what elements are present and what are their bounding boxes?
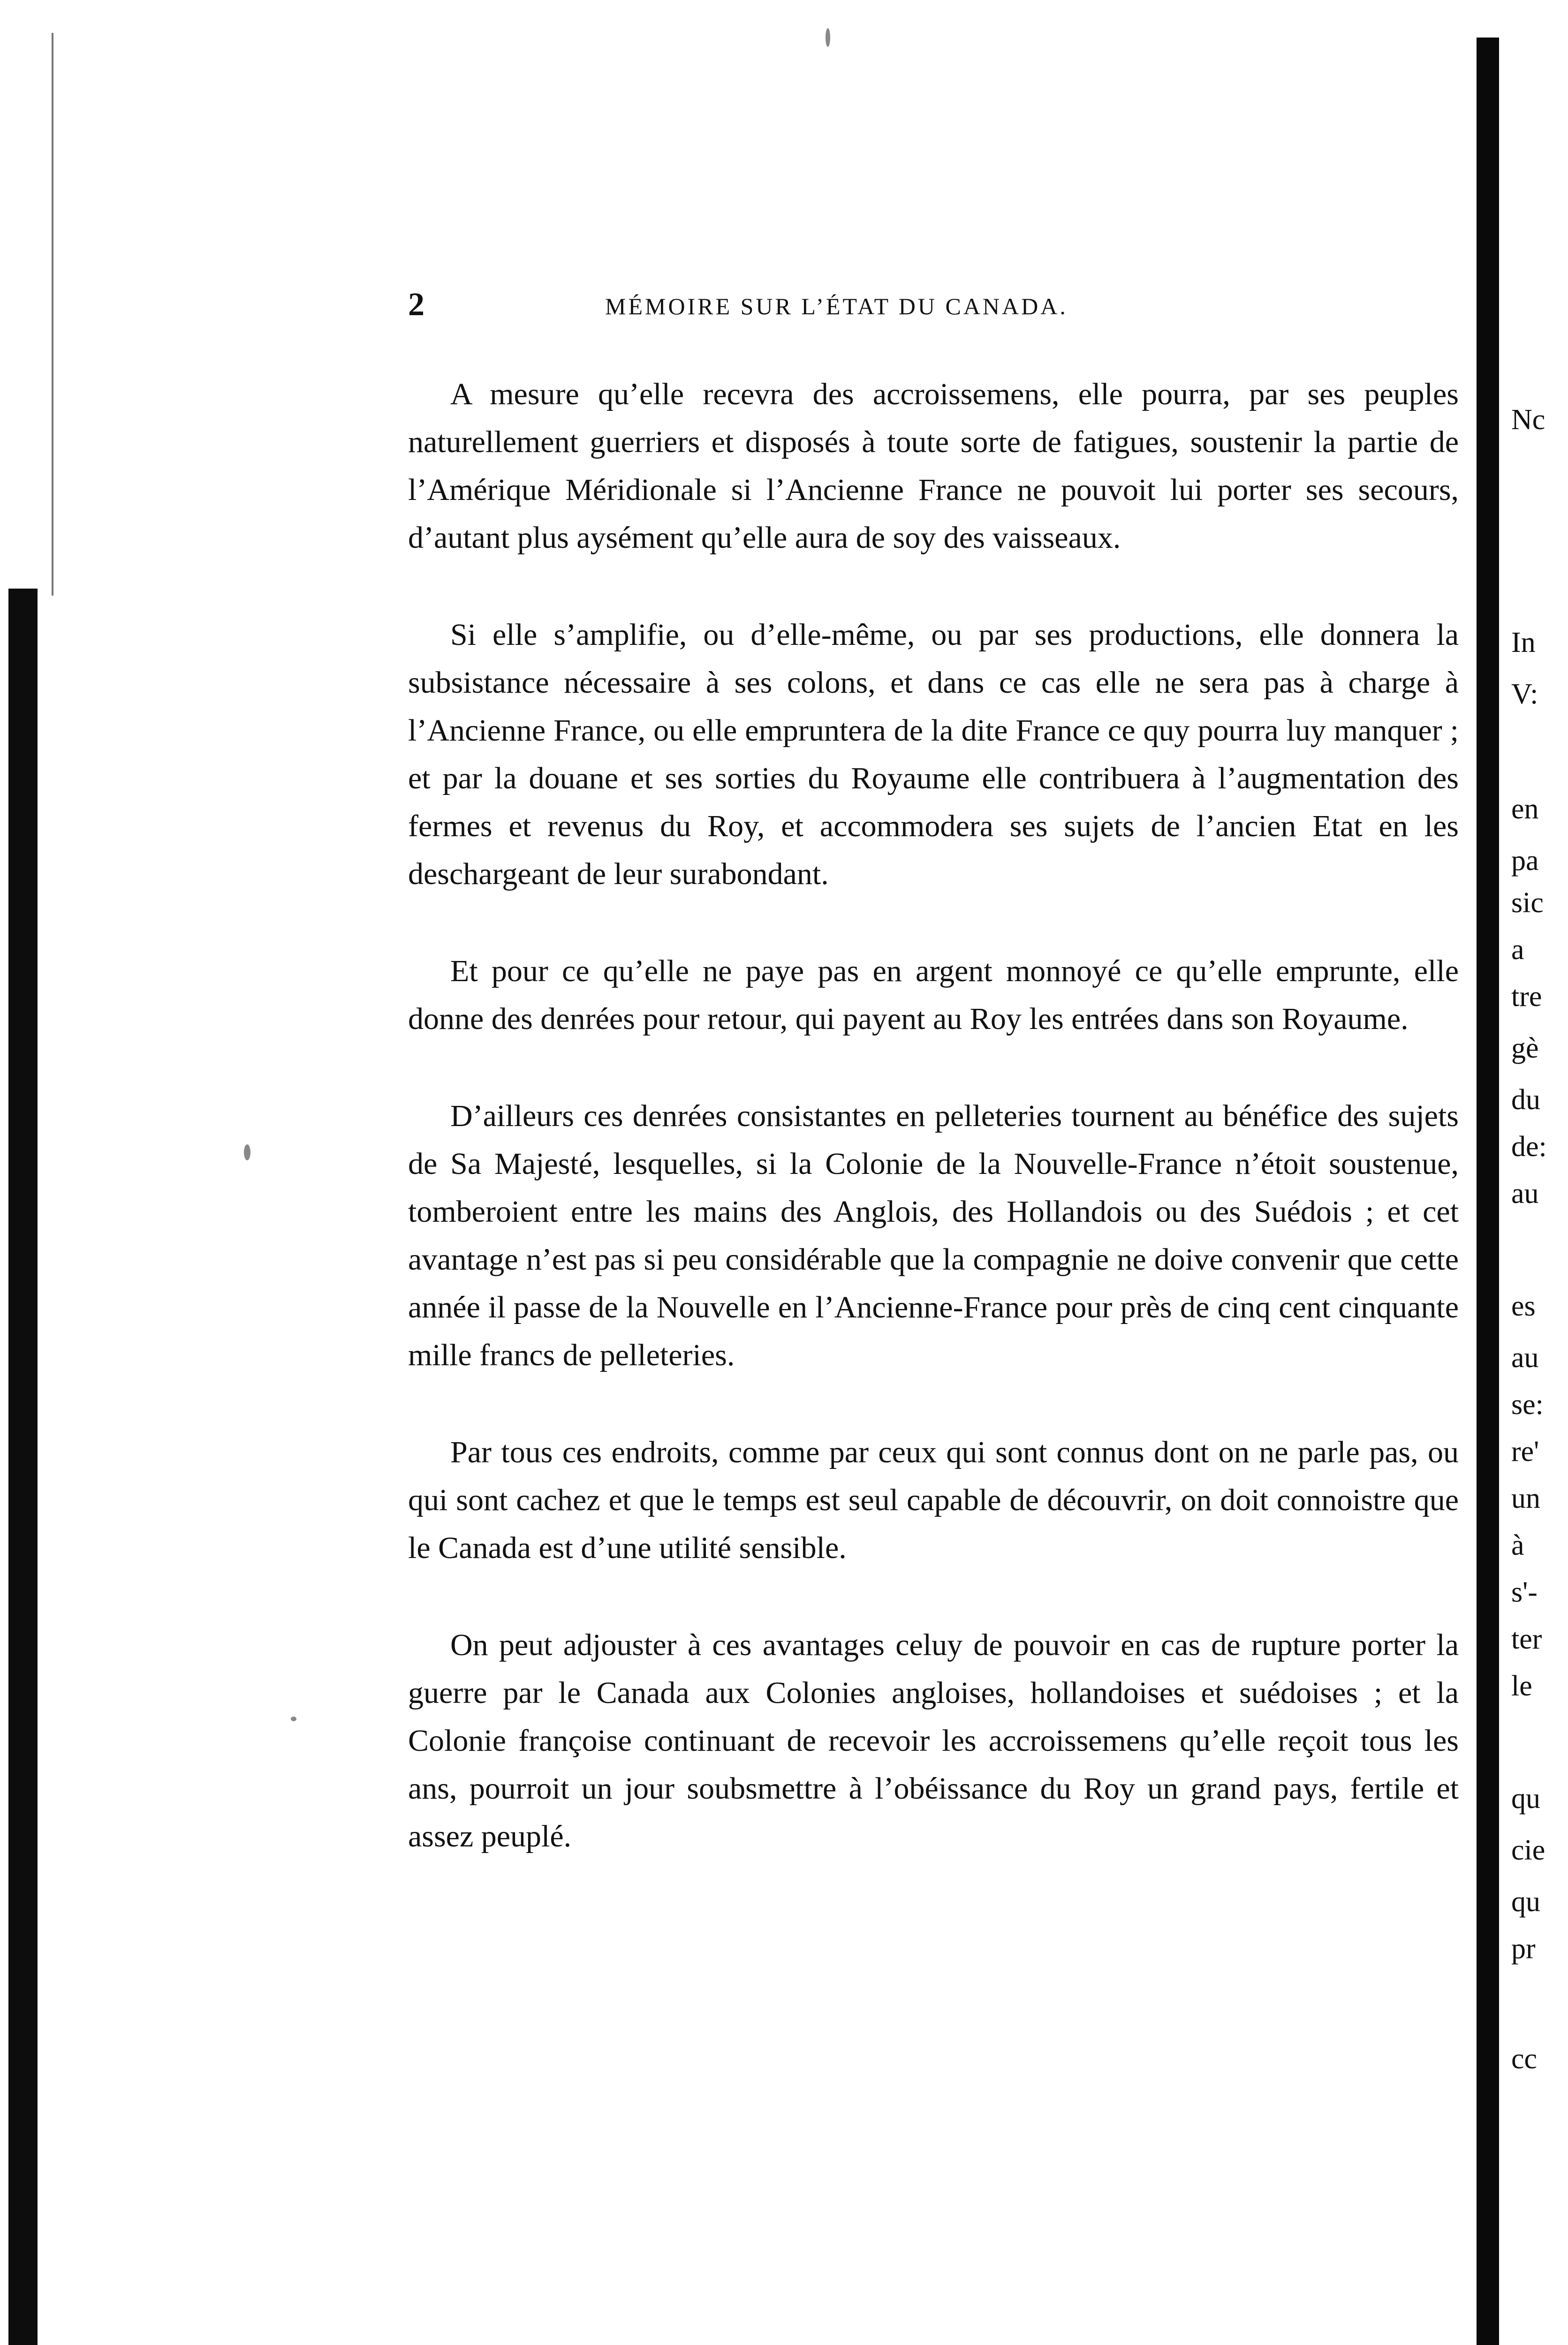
facing-page-fragment: un — [1511, 1483, 1540, 1514]
facing-page-fragment: V: — [1511, 678, 1538, 710]
facing-page-fragment: qu — [1511, 1783, 1540, 1815]
main-text — [408, 371, 1459, 1910]
facing-page-fragment: cc — [1511, 2043, 1538, 2075]
facing-page-fragment: gè — [1511, 1032, 1539, 1064]
facing-page-fragment: s'- — [1511, 1576, 1538, 1608]
paragraph: A mesure qu’elle recevra des accroissemens, elle pourra, par ses peuples naturellement guerriers et disposés à toute sorte de fatigues, soustenir la partie de l’Amérique Méridionale si l’Ancienne France ne pouvoit lui porter ses secours, d’autant plus aysément qu’elle aura de soy des vaisseaux. — [408, 377, 1459, 555]
running-title: MÉMOIRE SUR L’ÉTAT DU CANADA. — [605, 293, 1068, 319]
paragraph: Et pour ce qu’elle ne paye pas en argent monnoyé ce qu’elle emprunte, elle donne des denrées pour retour, qui payent au Roy les entrées dans son Royaume. — [408, 954, 1459, 1036]
facing-page-fragment: cie — [1511, 1834, 1545, 1866]
ink-speck — [826, 28, 830, 47]
ink-speck — [244, 1144, 250, 1160]
facing-page-fragment: en — [1511, 793, 1539, 825]
facing-page-fragment: le — [1511, 1670, 1532, 1702]
facing-page-fragment: de: — [1511, 1131, 1547, 1163]
facing-page-fragment: re' — [1511, 1436, 1539, 1468]
facing-page-fragment: pa — [1511, 845, 1539, 877]
page-number: 2 — [408, 287, 424, 323]
facing-page-fragment: tre — [1511, 981, 1542, 1013]
scan-edge-line — [52, 33, 53, 596]
facing-page-fragment: qu — [1511, 1886, 1540, 1918]
paragraph: D’ailleurs ces denrées consistantes en pelleteries tournent au bénéfice des sujets de Sa Majesté, lesquelles, si la Colonie de la Nouvelle-France n’étoit soustenue, tomberoient entre les mains des Anglois, des Hollandois ou des Suédois ; et cet avantage n’est pas si peu considérable que la compagnie ne doive convenir que cette année il passe de la Nouvelle en l’Ancienne-France pour près de cinq cent cinquante mille francs de pelleteries. — [408, 1099, 1459, 1372]
facing-page-fragment: sic — [1511, 887, 1544, 919]
scan-edge-shadow — [8, 589, 38, 2345]
facing-page-fragment: Nc — [1511, 404, 1545, 436]
facing-page-fragment: In — [1511, 627, 1536, 658]
facing-page-fragment: au — [1511, 1342, 1539, 1374]
ink-speck — [291, 1717, 296, 1721]
facing-page-edge — [1507, 0, 1568, 2345]
running-header — [408, 286, 1459, 328]
paragraph: Par tous ces endroits, comme par ceux qui sont connus dont on ne parle pas, ou qui sont cachez et que le temps est seul capable de découvrir, on doit connoistre que le Canada est d’une utilité sensible. — [408, 1435, 1459, 1565]
facing-page-fragment: se: — [1511, 1389, 1544, 1421]
facing-page-fragment: au — [1511, 1178, 1539, 1210]
facing-page-fragment: a — [1511, 934, 1524, 966]
facing-page-fragment: ter — [1511, 1623, 1542, 1655]
facing-page-fragment: pr — [1511, 1933, 1536, 1965]
book-gutter-shadow — [1477, 38, 1499, 2345]
facing-page-fragment: es — [1511, 1290, 1536, 1322]
facing-page-fragment: du — [1511, 1084, 1540, 1116]
paragraph: On peut adjouster à ces avantages celuy de pouvoir en cas de rupture porter la guerre par le Canada aux Colonies angloises, hollandoises et suédoises ; et la Colonie françoise continuant de recevoir les accroissemens qu’elle reçoit tous les ans, pourroit un jour soubsmettre à l’obéissance du Roy un grand pays, fertile et assez peuplé. — [408, 1628, 1459, 1853]
facing-page-fragment: à — [1511, 1529, 1524, 1561]
paragraph: Si elle s’amplifie, ou d’elle-même, ou par ses productions, elle donnera la subsistance nécessaire à ses colons, et dans ce cas elle ne sera pas à charge à l’Ancienne France, ou elle empruntera de la dite France ce quy pourra luy manquer ; et par la douane et ses sorties du Royaume elle contribuera à l’augmentation des fermes et revenus du Roy, et accommodera ses sujets de l’ancien Etat en les deschargeant de leur surabondant. — [408, 618, 1459, 891]
